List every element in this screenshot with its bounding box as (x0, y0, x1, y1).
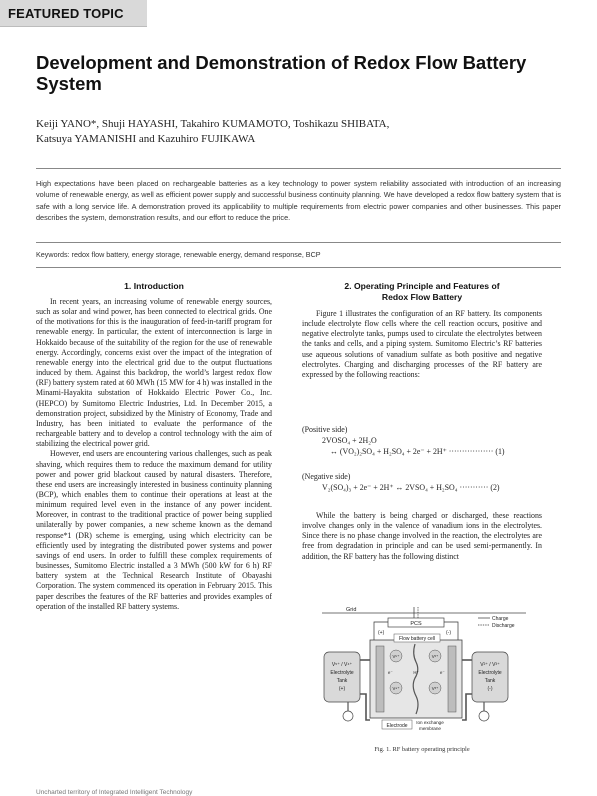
electron-left: e⁻ (388, 670, 393, 675)
electrode-label: Electrode (386, 723, 408, 729)
pump-left (343, 711, 353, 721)
equation-positive (302, 424, 542, 457)
paper-title: Development and Demonstration of Redox Flow Battery System (36, 52, 527, 94)
ion-v5: V⁵⁺ (392, 654, 400, 659)
author-line-2: Katsuya YAMANISHI and Kazuhiro FUJIKAWA (36, 133, 256, 145)
section-2-body-top (302, 309, 542, 380)
pcs-label: PCS (410, 621, 422, 627)
left-tank-sign: (+) (338, 686, 346, 692)
rf-battery-diagram (318, 604, 530, 734)
section-2-body-bottom (302, 511, 542, 562)
section-2-heading-line-1: 2. Operating Principle and Features of (344, 281, 500, 291)
membrane-label-2: membrane (419, 726, 441, 731)
negative-equation-line-1: V₂(SO₄)₃ + 2e⁻ + 2H⁺ ↔ 2VSO₄ + H₂SO₄ ··········· (2) (322, 483, 500, 492)
abstract: High expectations have been placed on rechargeable batteries as a key technology to power system reliability associated with introduction of an increasing volume of renewable energy, as well as efficient power supply and successful business continuity planning. We have developed a redox flow battery system that is safe with a long service life. A demonstration proved its applicability to multiple requirements from electric power companies and other businesses. This paper describes the system, demonstration results, and our effort to reduce the price. (36, 179, 561, 223)
ion-v2: V²⁺ (431, 654, 439, 659)
equation-negative (302, 471, 542, 493)
pipe-left-bottom (360, 694, 370, 720)
section-2-heading-line-2: Redox Flow Battery (381, 291, 463, 302)
pump-right (479, 711, 489, 721)
ion-h: H⁺ (413, 670, 419, 675)
featured-topic-tag: FEATURED TOPIC (0, 0, 147, 27)
right-tank-name: Electrolyte (478, 670, 502, 676)
negative-side-label: (Negative side) (302, 472, 351, 481)
ion-v3: V³⁺ (431, 686, 439, 691)
legend-discharge: Discharge (492, 623, 515, 629)
right-tank-sign: (-) (487, 686, 493, 692)
keywords: Keywords: redox flow battery, energy storage, renewable energy, demand response, BCP (36, 250, 321, 259)
pipe-right-bottom (462, 694, 472, 720)
left-tank-sub: Tank (336, 678, 348, 684)
section-1-paragraph-1: In recent years, an increasing volume of renewable energy sources, such as solar and wind power, has been connected to electrical grids. One of the motivations for this is the inauguration of feed-in-tariff program for renewable energy. In particular, the extent of interconnection is large in Hokkaido because of the suitability of the region for the use of renewable energy. Accordingly, concerns exist over the impact of the integration of renewable energy into the electrical grid due to the output fluctuations induced by them. Against this backdrop, the world’s largest redox flow (RF) battery system rated at 60 MWh (15 MW for 4 h) was installed in the Minami-Hayakita substation of Hokkaido Electric Power Co., Inc. (HEPCO) by Sumitomo Electric Industries, Ltd. In December 2015, a demonstration project, subsidized by the Ministry of Economy, Trade and Industry, has been initiated to evaluate the performance of the rechargeable battery and to develop a control technology with the aim of stabilizing the electrical power grid. (36, 297, 272, 449)
right-tank-sub: Tank (484, 678, 496, 684)
negative-electrolyte-tank (472, 652, 508, 702)
figure-caption: Fig. 1. RF battery operating principle (374, 746, 470, 753)
electrode-left (376, 646, 384, 712)
author-list (36, 117, 556, 147)
grid-label: Grid (346, 607, 357, 613)
positive-equation-line-1: 2VOSO₄ + 2H₂O (322, 436, 377, 445)
membrane-label-1: Ion exchange (416, 720, 444, 725)
keywords-rule (36, 267, 561, 268)
positive-electrolyte-tank (324, 652, 360, 702)
positive-equation-line-2: ↔ (VO₂)₂SO₄ + H₂SO₄ + 2e⁻ + 2H⁺ ················· (1) (330, 447, 505, 456)
abstract-top-rule (36, 168, 561, 169)
electrode-right (448, 646, 456, 712)
section-1-paragraph-2: However, end users are encountering various challenges, such as peak shaving, which requires them to reduce the maximum demand for utility power and power grid blackout caused by natural disasters. Therefore, these end users are increasingly interested in business continuity planning (BCP), which enables them to continue their operations at least at the minimum required level even in the instance of any power incident. Moreover, in contrast to the traditional practice of power being supplied unilaterally by power companies, a new scheme known as the demand response*1 (DR) scheme is emerging, using which electricity can be efficiently used by integrating the distributed power systems and power savings of end users. In order to fulfill these complex requirements of businesses, Sumitomo Electric installed a 3 MWh (500 kW for 6 h) RF battery system at the Technical Research Institute of Obayashi Corporation. The system commenced its operation in February 2015. This paper describes the features of the RF batteries and provides examples of operation of the installed RF battery systems. (36, 449, 272, 611)
section-2-heading (302, 281, 542, 302)
left-tank-name: Electrolyte (330, 670, 354, 676)
section-1-body (36, 297, 272, 612)
left-tank-ions: V⁵⁺ / V⁴⁺ (331, 662, 353, 668)
positive-side-label: (Positive side) (302, 425, 348, 434)
ion-v4: V⁴⁺ (392, 686, 400, 691)
section-2-paragraph-1: Figure 1 illustrates the configuration of an RF battery. Its components include electrolyte flow cells where the cell reaction occurs, positive and negative electrolyte tanks, pumps used to circulate the electrolytes between the tanks and cells, and a piping system. Sumitomo Electric’s RF batteries use aqueous solutions of vanadium sulfate as both positive and negative electrolytes. Charging and discharging processes of the RF battery are expressed by the following reactions: (302, 309, 542, 379)
cell-label: Flow battery cell (398, 636, 436, 642)
legend-charge: Charge (492, 616, 509, 622)
section-2-paragraph-2: While the battery is being charged or discharged, these reactions involve changes only in the valence of vanadium ions in the electrolytes. Since there is no phase change involved in the reaction, the electrolytes are free from degradation in principle and can be used semi-permanently. In addition, the RF battery has the following distinct (302, 511, 542, 561)
minus-terminal: (-) (446, 630, 451, 636)
abstract-bottom-rule (36, 242, 561, 243)
author-line-1: Keiji YANO*, Shuji HAYASHI, Takahiro KUMAMOTO, Toshikazu SHIBATA, (36, 118, 390, 130)
right-tank-ions: V²⁺ / V³⁺ (480, 662, 500, 668)
section-1-heading: 1. Introduction (124, 281, 184, 291)
plus-terminal: (+) (378, 630, 385, 636)
page-footer: Uncharted territory of Integrated Intelligent Technology (36, 789, 193, 796)
electron-right: e⁻ (440, 670, 445, 675)
